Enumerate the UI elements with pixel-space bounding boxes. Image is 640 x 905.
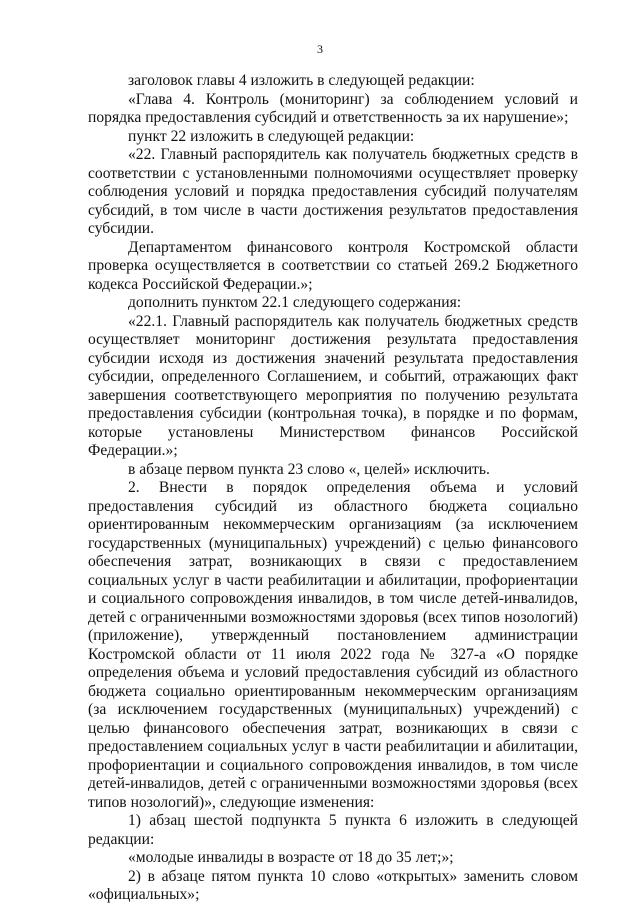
paragraph-chapter4-new-title: «Глава 4. Контроль (мониторинг) за соблюдением условий и порядка предоставления субсидий и ответственность за их нарушение»; [88,90,578,126]
paragraph-section2-amendment: 2. Внести в порядок определения объема и условий предоставления субсидий из областного бюджета социально ориентированным некоммерческим организациям (за исключением государственных (муниципальных) учреждений) с целью финансового обеспечения затрат, возникающих в связи с предоставлением социальных услуг в части реабилитации и абилитации, профориентации и социального сопровождения инвалидов, в том числе детей-инвалидов, детей с ограниченными возможностями здоровья (всех типов нозологий) (приложение), утвержденный постановлением администрации Костромской области от 11 июля 2022 года № 327-а «О порядке определения объема и условий предоставления субсидий из областного бюджета социально ориентированным некоммерческим организациям (за исключением государственных (муниципальных) учреждений) с целью финансового обеспечения затрат, возникающих в связи с предоставлением социальных услуг в части реабилитации и абилитации, профориентации и социального сопровождения инвалидов, в том числе детей-инвалидов, детей с ограниченными возможностями здоровья (всех типов нозологий)», следующие изменения: [88,479,578,811]
page-number: 3 [317,42,323,56]
paragraph-item22-financial-control: Департаментом финансового контроля Костромской области проверка осуществляется в соответствии со статьей 269.2 Бюджетного кодекса Российской Федерации.»; [88,238,578,293]
paragraph-item22-1-instruction: дополнить пунктом 22.1 следующего содержания: [128,294,462,311]
paragraph-change-1: 1) абзац шестой подпункта 5 пункта 6 изложить в следующей редакции: [88,812,578,848]
paragraph-item22-instruction: пункт 22 изложить в следующей редакции: [128,127,415,145]
paragraph-change-1-text: «молодые инвалиды в возрасте от 18 до 35 лет;»; [128,849,454,866]
document-body [88,72,578,905]
paragraph-change-2: 2) в абзаце пятом пункта 10 слово «открытых» заменить словом «официальных»; [88,867,578,903]
paragraph-item22-text: «22. Главный распорядитель как получатель бюджетных средств в соответствии с установленными полномочиями осуществляет проверку соблюдения условий и порядка предоставления субсидий получателям субсидий, в том числе в части достижения результатов предоставления субсидии. [88,146,578,237]
paragraph-item22-1-text: «22.1. Главный распорядитель как получатель бюджетных средств осуществляет мониторинг достижения результата предоставления субсидии исходя из достижения значений результата предоставления субсидии, определенного Соглашением, и событий, отражающих факт завершения соответствующего мероприятия по получению результата предоставления субсидии (контрольная точка), в порядке и по формам, которые установлены Министерством финансов Российской Федерации.»; [88,312,578,459]
paragraph-item23-change: в абзаце первом пункта 23 слово «, целей» исключить. [128,460,490,478]
paragraph-chapter4-heading-instruction: заголовок главы 4 изложить в следующей редакции: [128,72,475,89]
